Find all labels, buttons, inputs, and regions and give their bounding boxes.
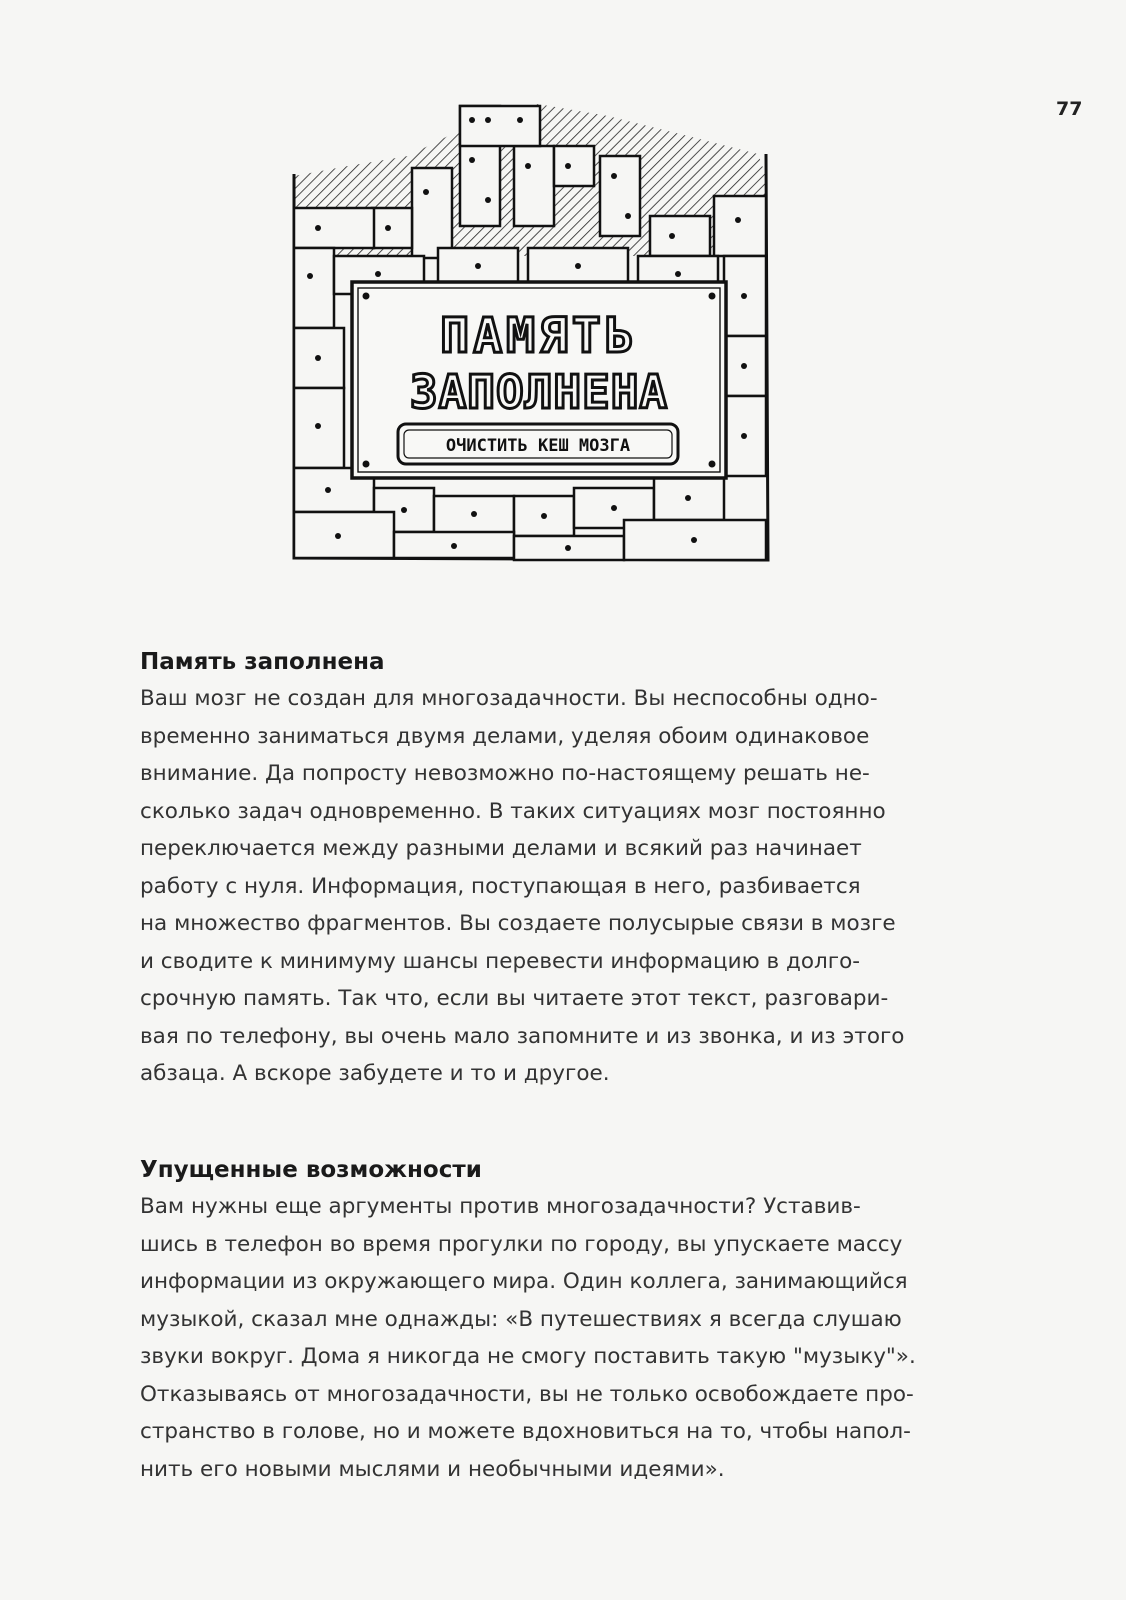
text-line: абзаца. А вскоре забудете и то и другое. [140, 1061, 610, 1086]
text-line: звуки вокруг. Дома я никогда не смогу поставить такую "музыку"». [140, 1344, 916, 1369]
section-missed-opportunities [140, 1154, 990, 1488]
text-line: временно заниматься двумя делами, уделяя обоим одинаковое [140, 723, 870, 749]
text-line: на множество фрагментов. Вы создаете полусырые связи в мозге [140, 911, 896, 936]
section-heading: Память заполнена [140, 649, 385, 675]
text-line: Вам нужны еще аргументы против многозадачности? Уставив- [140, 1194, 861, 1219]
text-line: странство в голове, но и можете вдохновиться на то, чтобы напол- [140, 1419, 911, 1444]
text-line: и сводите к минимуму шансы перевести информацию в долго- [140, 948, 861, 974]
text-line: переключается между разными делами и всякий раз начинает [140, 836, 862, 861]
memory-full-illustration [288, 96, 784, 576]
text-line: музыкой, сказал мне однажды: «В путешествиях я всегда слушаю [140, 1306, 902, 1332]
text-line: нить его новыми мыслями и необычными идеями». [140, 1456, 725, 1482]
text-line: шись в телефон во время прогулки по городу, вы упускаете массу [140, 1231, 903, 1257]
section-memory-full [140, 646, 990, 1093]
text-line: срочную память. Так что, если вы читаете этот текст, разговари- [140, 986, 889, 1011]
section-heading: Упущенные возможности [140, 1157, 482, 1183]
illustration-clear-cache-button: ОЧИСТИТЬ КЕШ МОЗГА [445, 436, 631, 456]
text-line: внимание. Да попросту невозможно по-настоящему решать не- [140, 761, 870, 786]
page-number: 77 [1056, 98, 1083, 120]
illustration-title-line2: ЗАПОЛНЕНА [409, 365, 669, 419]
text-line: вая по телефону, вы очень мало запомните и из звонка, и из этого [140, 1023, 905, 1049]
section-body [140, 1188, 990, 1488]
section-body [140, 680, 990, 1093]
illustration-title-line1: ПАМЯТЬ [440, 308, 638, 364]
text-line: Отказываясь от многозадачности, вы не только освобождаете про- [140, 1381, 914, 1407]
text-line: информации из окружающего мира. Один коллега, занимающийся [140, 1269, 908, 1294]
text-line: сколько задач одновременно. В таких ситуациях мозг постоянно [140, 798, 886, 824]
text-line: Ваш мозг не создан для многозадачности. Вы неспособны одно- [140, 686, 878, 711]
text-line: работу с нуля. Информация, поступающая в него, разбивается [140, 873, 861, 899]
